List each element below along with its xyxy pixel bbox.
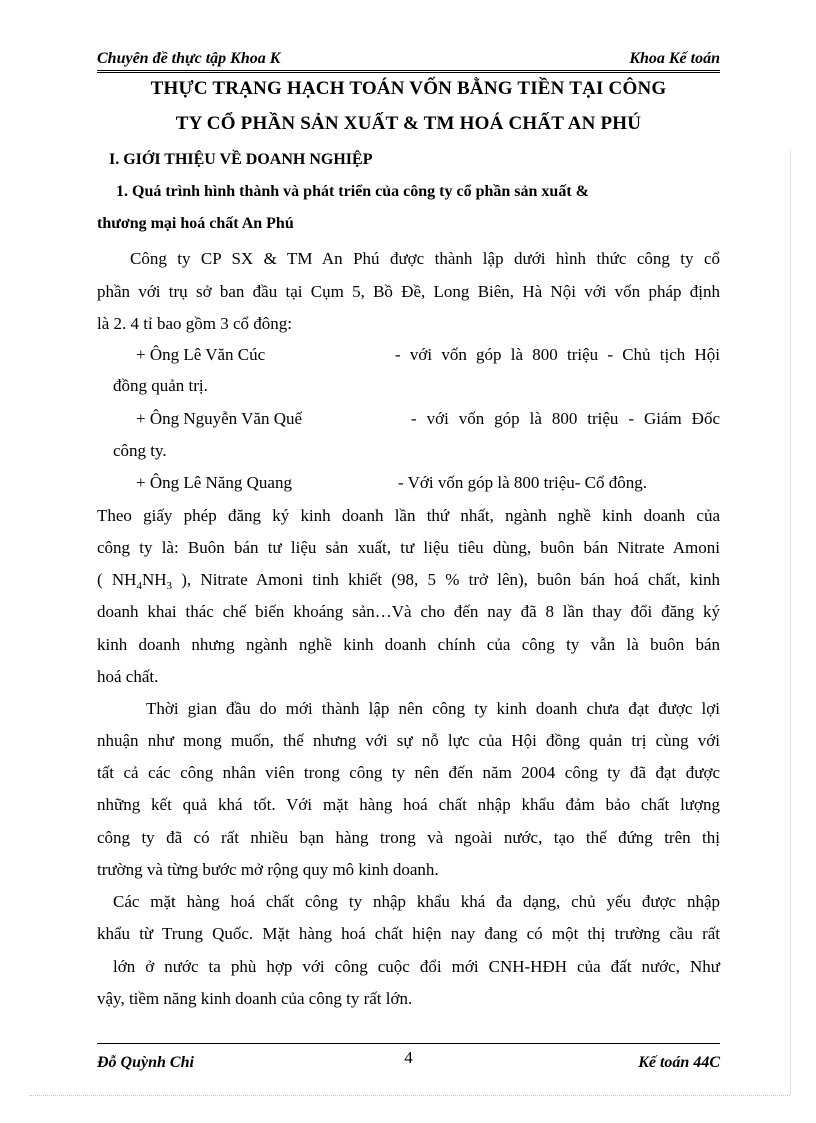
paragraph-line: hoá chất. xyxy=(97,667,159,686)
header-left-text: Chuyên đề thực tập Khoa K xyxy=(97,50,281,67)
paragraph-line: công ty là: Buôn bán tư liệu sản xuất, tư liệu tiêu dùng, buôn bán Nitrate Amoni xyxy=(97,538,720,557)
paragraph-line: trường và từng bước mở rộng quy mô kinh doanh. xyxy=(97,860,439,879)
paragraph-line: kinh doanh nhưng ngành nghề kinh doanh chính của công ty vẫn là buôn bán xyxy=(97,635,720,654)
paragraph-line: phần với trụ sở ban đầu tại Cụm 5, Bồ Đề, Long Biên, Hà Nội với vốn pháp định xyxy=(97,282,720,301)
section-heading: I. GIỚI THIỆU VỀ DOANH NGHIỆP xyxy=(109,151,373,168)
paragraph-line: Thời gian đầu do mới thành lập nên công ty kinh doanh chưa đạt được lợi xyxy=(146,699,720,718)
paragraph-line: khẩu từ Trung Quốc. Mặt hàng hoá chất hiện nay đang có một thị trường cầu rất xyxy=(97,924,720,943)
paragraph-line: doanh khai thác chế biến khoáng sản…Và cho đến nay đã 8 lần thay đổi đăng ký xyxy=(97,602,720,621)
page-border-bottom xyxy=(30,1095,790,1096)
page-border-right xyxy=(790,150,791,1095)
document-title-line-2: TY CỔ PHẦN SẢN XUẤT & TM HOÁ CHẤT AN PHÚ xyxy=(175,113,642,134)
subsection-heading-line-2: thương mại hoá chất An Phú xyxy=(97,215,294,232)
paragraph-line: nhuận như mong muốn, thế nhưng với sự nỗ lực của Hội đồng quản trị cùng với xyxy=(97,731,720,750)
shareholder-detail: - Với vốn góp là 800 triệu- Cổ đông. xyxy=(398,473,648,492)
paragraph-line: những kết quả khá tốt. Với mặt hàng hoá chất nhập khẩu đảm bảo chất lượng xyxy=(97,795,720,814)
paragraph-line: Các mặt hàng hoá chất công ty nhập khẩu khá đa dạng, chủ yếu được nhập xyxy=(113,892,720,911)
subsection-heading-line-1: 1. Quá trình hình thành và phát triển của công ty cổ phần sản xuất & xyxy=(116,183,589,200)
paragraph-line: Theo giấy phép đăng ký kinh doanh lần thứ nhất, ngành nghề kinh doanh của xyxy=(97,506,720,525)
formula-text: ), Nitrate Amoni tinh khiết (98, 5 % trở lên), buôn bán hoá chất, kinh xyxy=(172,570,721,589)
formula-text: ( NH xyxy=(97,570,137,589)
footer-author: Đỗ Quỳnh Chi xyxy=(97,1054,194,1071)
page-header xyxy=(97,48,720,73)
header-right-text: Khoa Kế toán xyxy=(629,50,720,67)
paragraph-line: tất cả các công nhân viên trong công ty nên đến năm 2004 công ty đã đạt được xyxy=(97,763,720,782)
formula-text: NH xyxy=(141,570,167,589)
footer-class: Kế toán 44C xyxy=(638,1054,720,1071)
paragraph-line: Công ty CP SX & TM An Phú được thành lập dưới hình thức công ty cổ xyxy=(130,249,720,268)
paragraph-line-formula xyxy=(97,570,720,592)
shareholder-detail-cont: đồng quản trị. xyxy=(113,376,208,395)
shareholder-detail: - với vốn góp là 800 triệu - Giám Đốc xyxy=(411,409,720,428)
shareholder-name: + Ông Lê Năng Quang xyxy=(136,473,292,492)
paragraph-line: lớn ở nước ta phù hợp với công cuộc đổi mới CNH-HĐH của đất nước, Như xyxy=(113,957,720,976)
shareholder-name: + Ông Lê Văn Cúc xyxy=(136,345,266,364)
page-number: 4 xyxy=(404,1048,413,1067)
shareholder-detail-cont: công ty. xyxy=(113,441,167,460)
document-title-line-1: THỰC TRẠNG HẠCH TOÁN VỐN BẰNG TIỀN TẠI CÔNG xyxy=(150,78,667,99)
formula-subscript: 3 xyxy=(166,580,173,592)
page-footer xyxy=(97,1043,720,1074)
paragraph-line: vậy, tiềm năng kinh doanh của công ty rất lớn. xyxy=(97,989,413,1008)
paragraph-line: là 2. 4 tỉ bao gồm 3 cổ đông: xyxy=(97,314,293,333)
paragraph-line: công ty đã có rất nhiều bạn hàng trong và ngoài nước, tạo thế đứng trên thị xyxy=(97,828,720,847)
shareholder-detail: - với vốn góp là 800 triệu - Chủ tịch Hội xyxy=(395,345,720,364)
shareholder-name: + Ông Nguyễn Văn Quế xyxy=(136,409,303,428)
formula-subscript: 4 xyxy=(136,580,142,592)
